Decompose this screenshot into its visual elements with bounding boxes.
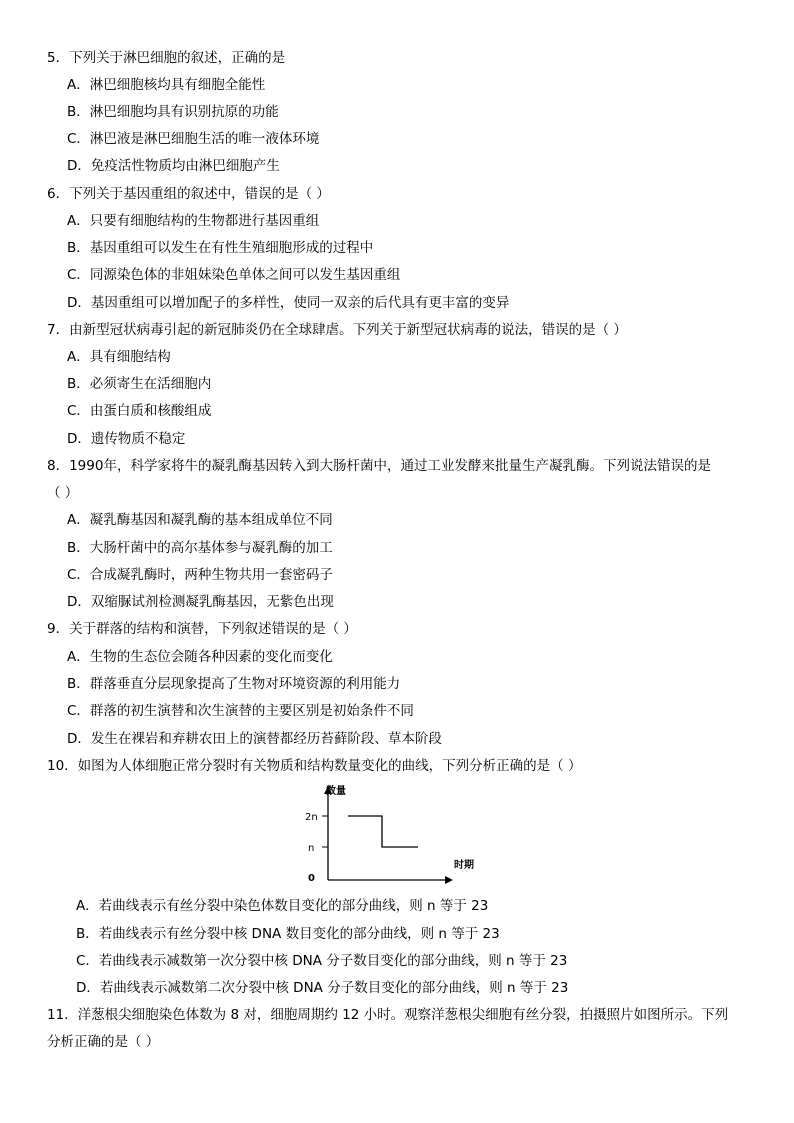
tick-label-2n: 2n bbox=[305, 812, 318, 823]
question-5-option-a: A．淋巴细胞核均具有细胞全能性 bbox=[67, 77, 266, 93]
question-8-option-b: B．大肠杆菌中的高尔基体参与凝乳酶的加工 bbox=[67, 540, 333, 556]
question-10-stem: 10．如图为人体细胞正常分裂时有关物质和结构数量变化的曲线，下列分析正确的是（ ） bbox=[47, 758, 582, 774]
question-5-stem: 5．下列关于淋巴细胞的叙述，正确的是 bbox=[47, 50, 286, 66]
question-10-option-d: D．若曲线表示减数第二次分裂中核 DNA 分子数目变化的部分曲线，则 n 等于 23 bbox=[76, 980, 569, 996]
question-6-stem: 6．下列关于基因重组的叙述中，错误的是（ ） bbox=[47, 186, 330, 202]
question-9-option-c: C．群落的初生演替和次生演替的主要区别是初始条件不同 bbox=[67, 703, 414, 719]
question-9-option-d: D．发生在裸岩和弃耕农田上的演替都经历苔藓阶段、草本阶段 bbox=[67, 731, 442, 747]
question-5-option-b: B．淋巴细胞均具有识别抗原的功能 bbox=[67, 104, 279, 120]
question-10-option-c: C．若曲线表示减数第一次分裂中核 DNA 分子数目变化的部分曲线，则 n 等于 23 bbox=[76, 953, 568, 969]
question-7-option-b: B．必须寄生在活细胞内 bbox=[67, 376, 212, 392]
question-11-stem-continued: 分析正确的是（ ） bbox=[47, 1034, 160, 1050]
quantity-change-figure bbox=[296, 780, 486, 890]
tick-label-n: n bbox=[308, 843, 315, 854]
question-9-option-b: B．群落垂直分层现象提高了生物对环境资源的利用能力 bbox=[67, 676, 401, 692]
question-6-option-c: C．同源染色体的非姐妹染色单体之间可以发生基因重组 bbox=[67, 267, 401, 283]
question-8-stem-continued: （ ） bbox=[47, 485, 79, 501]
quantity-curve bbox=[348, 816, 418, 847]
question-7-option-c: C．由蛋白质和核酸组成 bbox=[67, 403, 212, 419]
tick-label-origin: 0 bbox=[308, 873, 315, 884]
question-11-stem: 11．洋葱根尖细胞染色体数为 8 对，细胞周期约 12 小时。观察洋葱根尖细胞有丝分裂，拍摄照片如图所示。下列 bbox=[47, 1007, 729, 1023]
question-7-option-a: A．具有细胞结构 bbox=[67, 349, 171, 365]
question-5-option-d: D．免疫活性物质均由淋巴细胞产生 bbox=[67, 158, 280, 174]
question-8-option-c: C．合成凝乳酶时，两种生物共用一套密码子 bbox=[67, 567, 333, 583]
question-6-option-b: B．基因重组可以发生在有性生殖细胞形成的过程中 bbox=[67, 240, 374, 256]
question-8-stem: 8．1990年，科学家将牛的凝乳酶基因转入到大肠杆菌中，通过工业发酵来批量生产凝乳酶。下列说法错误的是 bbox=[47, 458, 711, 474]
question-6-option-a: A．只要有细胞结构的生物都进行基因重组 bbox=[67, 213, 320, 229]
question-10-option-a: A．若曲线表示有丝分裂中染色体数目变化的部分曲线，则 n 等于 23 bbox=[76, 898, 489, 914]
x-axis-label: 时期 bbox=[454, 860, 474, 871]
question-9-stem: 9．关于群落的结构和演替，下列叙述错误的是（ ） bbox=[47, 621, 357, 637]
question-8-option-d: D．双缩脲试剂检测凝乳酶基因，无紫色出现 bbox=[67, 594, 334, 610]
y-axis-label: 数量 bbox=[326, 786, 346, 797]
question-10-option-b: B．若曲线表示有丝分裂中核 DNA 数目变化的部分曲线，则 n 等于 23 bbox=[76, 926, 500, 942]
question-5-option-c: C．淋巴液是淋巴细胞生活的唯一液体环境 bbox=[67, 131, 320, 147]
question-7-option-d: D．遗传物质不稳定 bbox=[67, 431, 186, 447]
question-8-option-a: A．凝乳酶基因和凝乳酶的基本组成单位不同 bbox=[67, 512, 333, 528]
question-7-stem: 7．由新型冠状病毒引起的新冠肺炎仍在全球肆虐。下列关于新型冠状病毒的说法，错误的是（ ） bbox=[47, 322, 627, 338]
question-6-option-d: D．基因重组可以增加配子的多样性，使同一双亲的后代具有更丰富的变异 bbox=[67, 295, 510, 311]
question-9-option-a: A．生物的生态位会随各种因素的变化而变化 bbox=[67, 649, 333, 665]
